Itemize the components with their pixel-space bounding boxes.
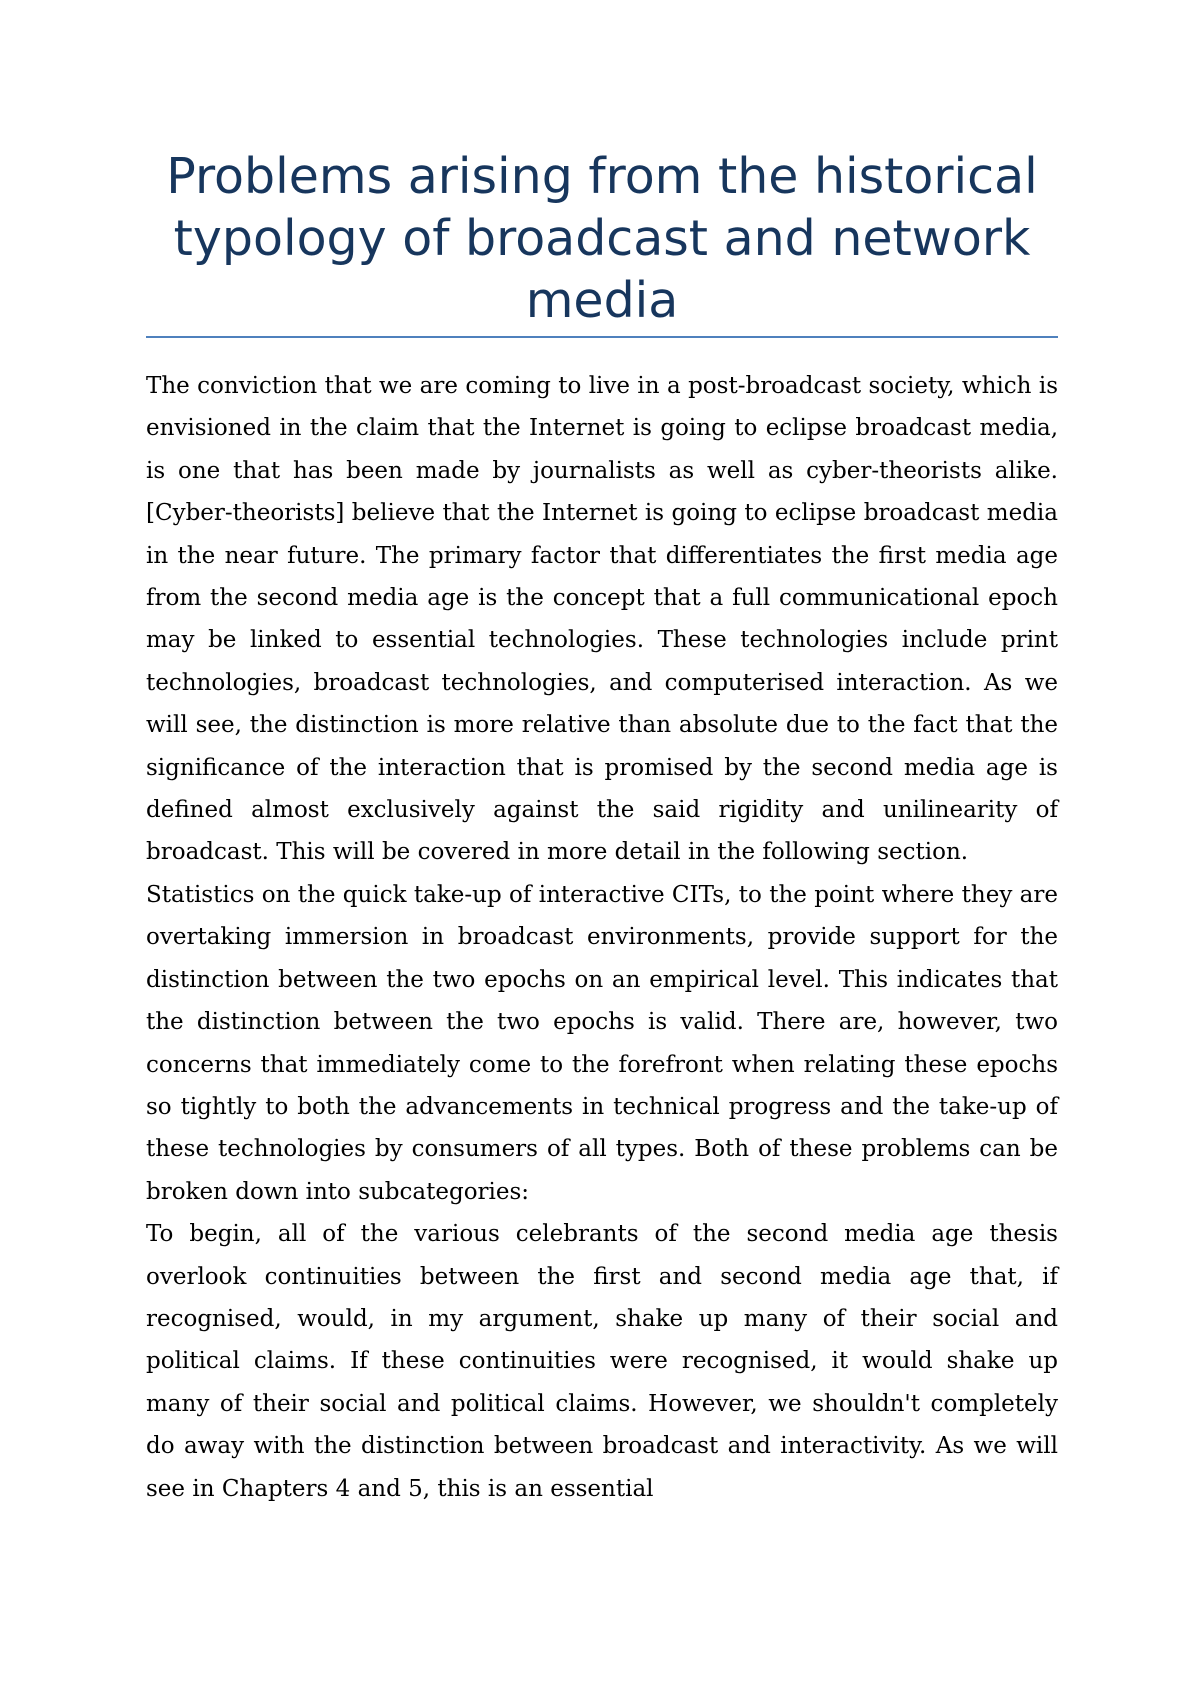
- document-body: [146, 365, 1058, 1510]
- paragraph-2: Statistics on the quick take-up of interactive CITs, to the point where they are overtaking immersion in broadcast environments, provide support for the distinction between the two epochs on an empirical level. This indicates that the distinction between the two epochs is valid. There are, however, two concerns that immediately come to the forefront when relating these epochs so tightly to both the advancements in technical progress and the take-up of these technologies by consumers of all types. Both of these problems can be broken down into subcategories:: [146, 881, 1058, 1205]
- title-underline: [146, 336, 1058, 338]
- paragraph-3: To begin, all of the various celebrants of the second media age thesis overlook continuities between the first and second media age that, if recognised, would, in my argument, shake up many of their social and political claims. If these continuities were recognised, it would shake up many of their social and political claims. However, we shouldn't completely do away with the distinction between broadcast and interactivity. As we will see in Chapters 4 and 5, this is an essential: [146, 1221, 1058, 1502]
- paragraph-1: The conviction that we are coming to live in a post-broadcast society, which is envisioned in the claim that the Internet is going to eclipse broadcast media, is one that has been made by journalists as well as cyber-theorists alike. [Cyber-theorists] believe that the Internet is going to eclipse broadcast media in the near future. The primary factor that differentiates the first media age from the second media age is the concept that a full communicational epoch may be linked to essential technologies. These technologies include print technologies, broadcast technologies, and computerised interaction. As we will see, the distinction is more relative than absolute due to the fact that the significance of the interaction that is promised by the second media age is defined almost exclusively against the said rigidity and unilinearity of broadcast. This will be covered in more detail in the following section.: [146, 373, 1058, 866]
- document-title: Problems arising from the historical typology of broadcast and network media: [166, 148, 1038, 329]
